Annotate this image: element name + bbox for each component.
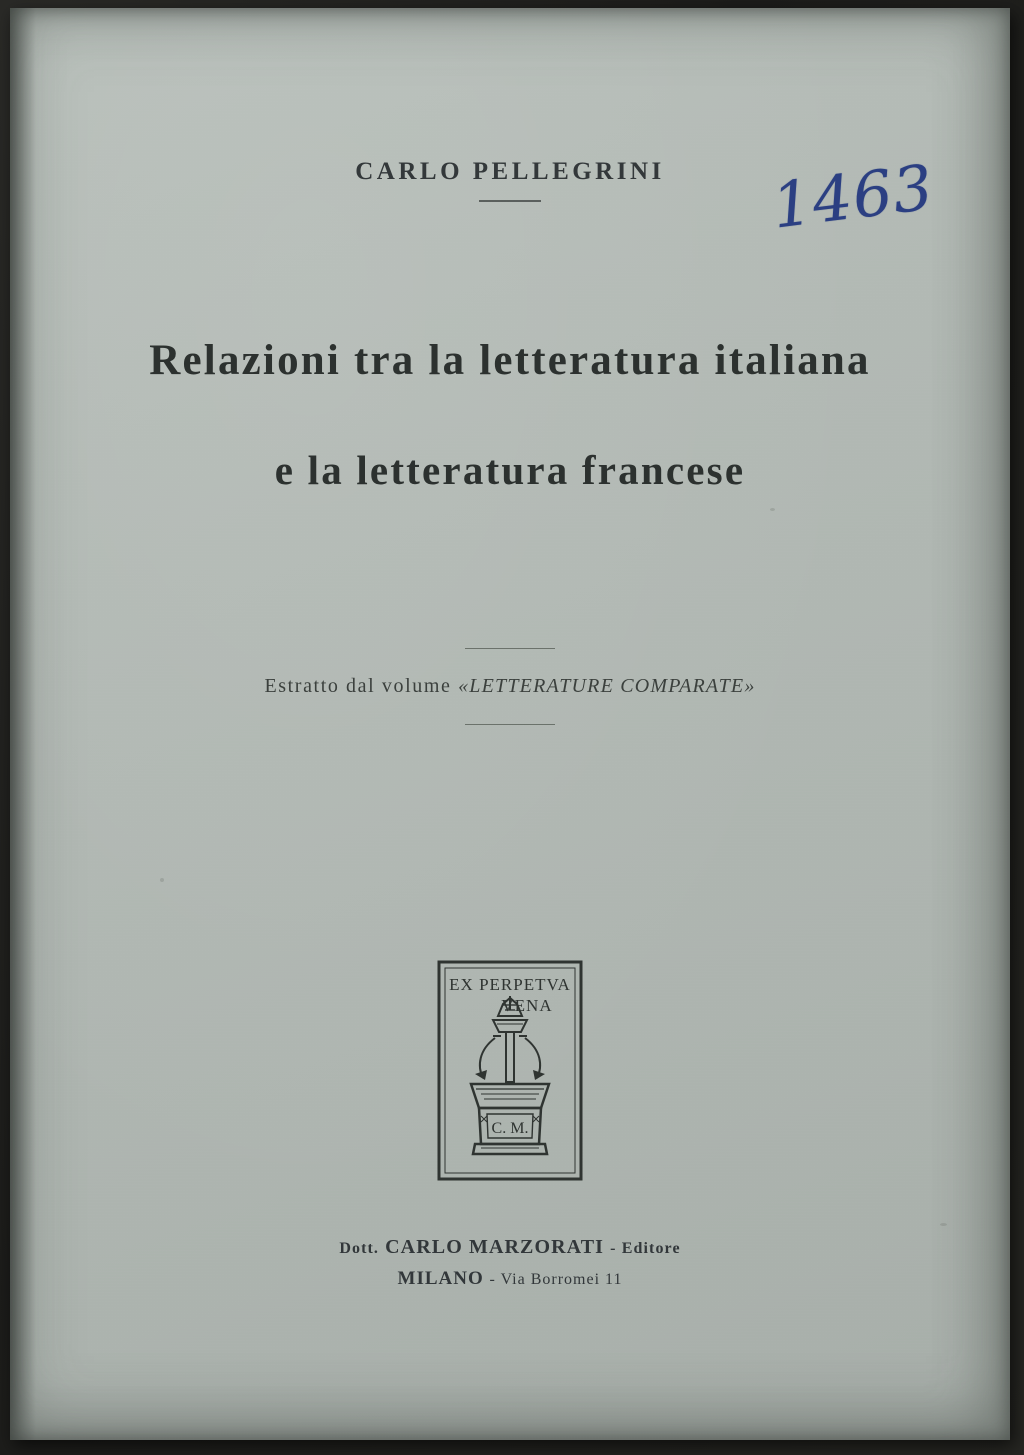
publisher-imprint — [10, 1236, 1010, 1290]
publisher-city: MILANO — [397, 1268, 484, 1289]
publisher-device-emblem — [435, 958, 585, 1183]
extract-rule-bottom — [465, 724, 555, 725]
svg-text:C. M.: C. M. — [491, 1120, 529, 1137]
handwritten-inventory-number: 1463 — [768, 150, 938, 243]
extract-prefix: Estratto dal volume — [264, 675, 452, 697]
publisher-role: - Editore — [610, 1240, 681, 1257]
title-block — [10, 338, 1010, 492]
svg-text:VENA: VENA — [501, 996, 553, 1015]
book-cover-page — [10, 8, 1010, 1440]
cover-content — [10, 8, 1010, 1440]
publisher-name: CARLO MARZORATI — [385, 1236, 605, 1258]
author-underline-rule — [479, 200, 541, 202]
extract-rule-top — [465, 648, 555, 649]
publisher-prefix: Dott. — [339, 1240, 380, 1257]
title-line-1: Relazioni tra la letteratura italiana — [149, 337, 871, 384]
extract-volume-title: «LETTERATURE COMPARATE» — [458, 675, 756, 697]
extract-text — [10, 675, 1010, 698]
extract-note — [10, 648, 1010, 725]
imprint-publisher-line — [10, 1236, 1010, 1259]
author-name: CARLO PELLEGRINI — [355, 158, 665, 185]
publisher-address: - Via Borromei 11 — [489, 1271, 623, 1288]
svg-text:EX PERPETVA: EX PERPETVA — [449, 975, 571, 994]
imprint-address-line — [10, 1268, 1010, 1290]
title-line-2: e la letteratura francese — [274, 447, 746, 494]
